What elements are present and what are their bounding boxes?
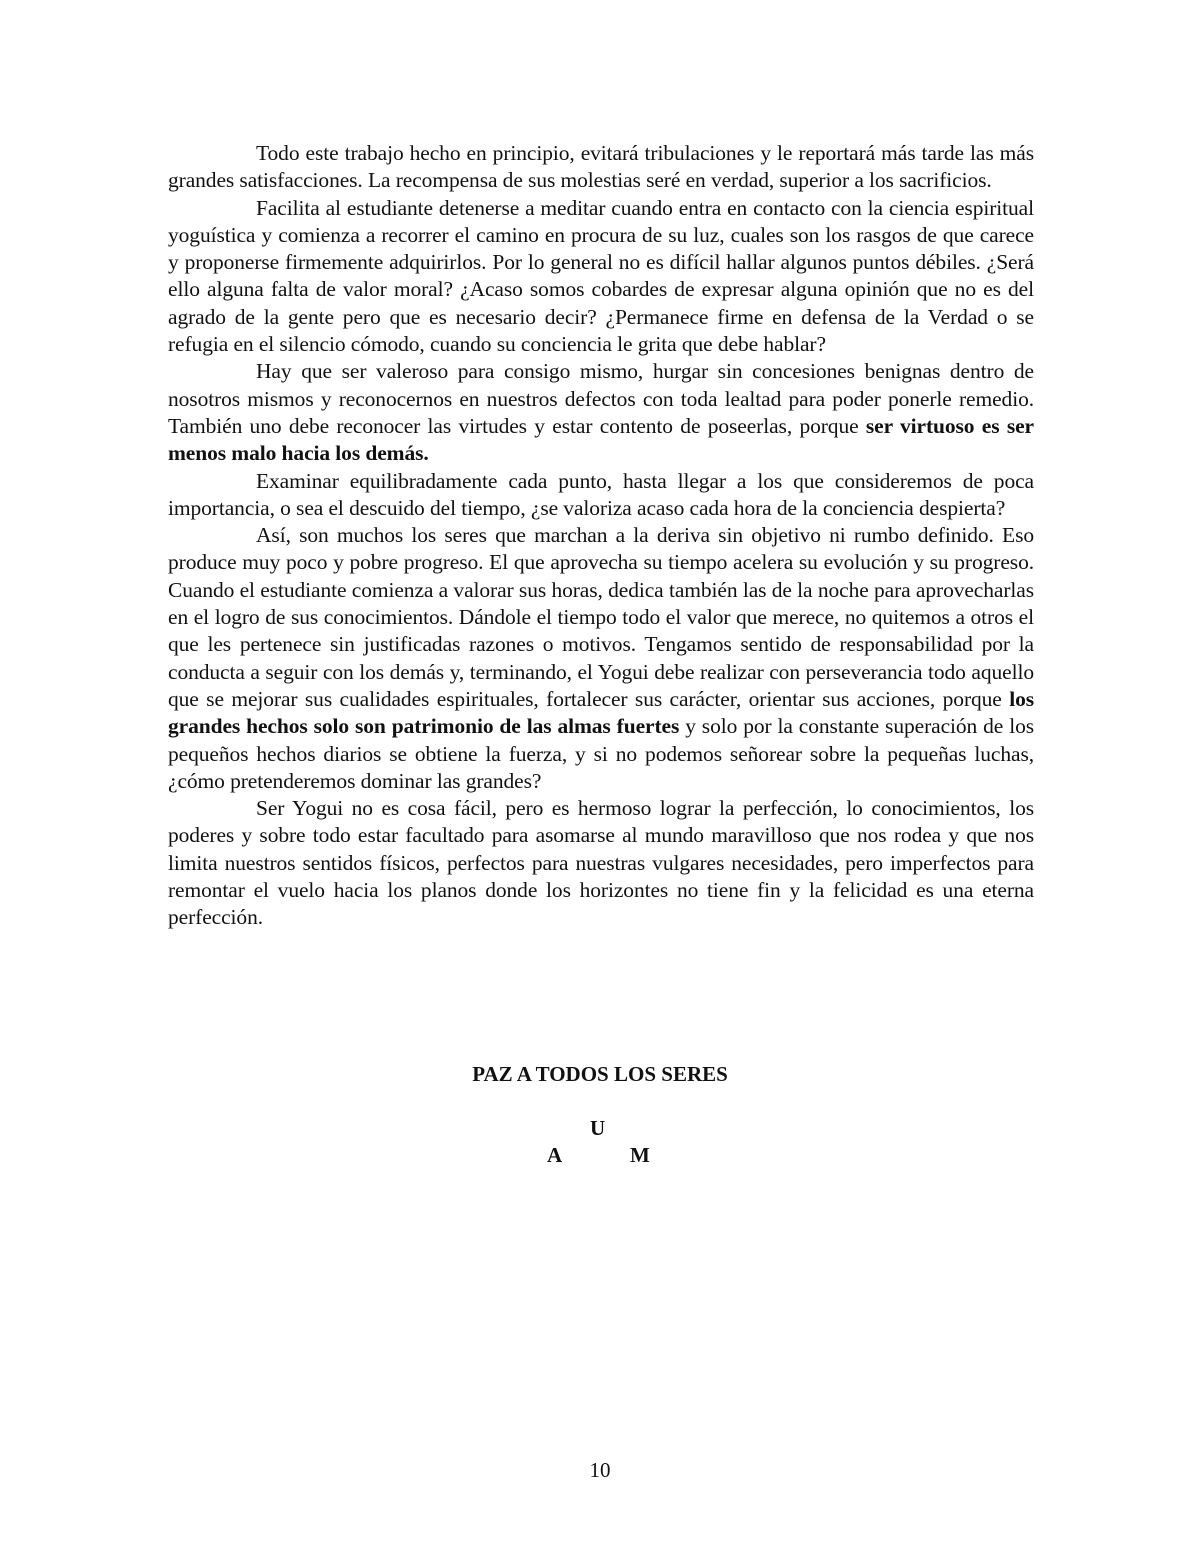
paragraph: [168, 795, 1034, 931]
paragraph: [168, 358, 1034, 467]
paragraph-text: Examinar equilibradamente cada punto, hasta llegar a los que consideremos de poca importancia, o sea el descuido del tiempo, ¿se valoriza acaso cada hora de la conciencia despierta?: [168, 468, 1034, 520]
paragraph-text: Facilita al estudiante detenerse a meditar cuando entra en contacto con la ciencia espiritual yoguística y comienza a recorrer el camino en procura de su luz, cuales son los rasgos de que carece y proponerse firmemente adquirirlos. Por lo general no es difícil hallar algunos puntos débiles. ¿Será ello alguna falta de valor moral? ¿Acaso somos cobardes de expresar alguna opinión que no es del agrado de la gente pero que es necesario decir? ¿Permanece firme en defensa de la Verdad o se refugia en el silencio cómodo, cuando su conciencia le grita que debe hablar?: [168, 195, 1034, 357]
paragraph: [168, 140, 1034, 195]
page-number: 10: [589, 1458, 611, 1482]
document-body: [168, 140, 1034, 932]
paragraph: [168, 522, 1034, 795]
aum-letter-m: M: [630, 1143, 650, 1167]
aum-letter-u: U: [590, 1116, 606, 1140]
paragraph-text: Ser Yogui no es cosa fácil, pero es hermoso lograr la perfección, lo conocimientos, los poderes y sobre todo estar facultado para asomarse al mundo maravilloso que nos rodea y que nos limita nuestros sentidos físicos, perfectos para nuestras vulgares necesidades, pero imperfectos para remontar el vuelo hacia los planos donde los horizontes no tiene fin y la felicidad es una eterna perfección.: [168, 796, 1034, 930]
closing-heading: PAZ A TODOS LOS SERES: [472, 1062, 728, 1086]
paragraph-emphasis: los grandes hechos solo son patrimonio de las almas fuertes: [168, 686, 1034, 739]
paragraph-text: Hay que ser valeroso para consigo mismo, hurgar sin concesiones benignas dentro de nosotros mismos y reconocernos en nuestros defectos con toda lealtad para poder ponerle remedio. También uno debe reconocer las virtudes y estar contento de poseerlas, porque: [168, 359, 1034, 438]
paragraph: [168, 468, 1034, 523]
paragraph-emphasis: ser virtuoso es ser menos malo hacia los demás.: [168, 413, 1034, 466]
paragraph-text: y solo por la constante superación de los pequeños hechos diarios se obtiene la fuerza, y si no podemos señorear sobre la pequeñas luchas, ¿cómo pretenderemos dominar las grandes?: [168, 714, 1034, 793]
paragraph-text: Todo este trabajo hecho en principio, evitará tribulaciones y le reportará más tarde las más grandes satisfacciones. La recompensa de sus molestias seré en verdad, superior a los sacrificios.: [168, 141, 1034, 193]
paragraph-text: Así, son muchos los seres que marchan a la deriva sin objetivo ni rumbo definido. Eso produce muy poco y pobre progreso. El que aprovecha su tiempo acelera su evolución y su progreso. Cuando el estudiante comienza a valorar sus horas, dedica también las de la noche para aprovecharlas en el logro de sus conocimientos. Dándole el tiempo todo el valor que merece, no quitemos a otros el que les pertenece sin justificadas razones o motivos. Tengamos sentido de responsabilidad por la conducta a seguir con los demás y, terminando, el Yogui debe realizar con perseverancia todo aquello que se mejorar sus cualidades espirituales, fortalecer sus carácter, orientar sus acciones, porque: [168, 523, 1034, 711]
paragraph: [168, 195, 1034, 359]
aum-letter-a: A: [547, 1143, 563, 1167]
